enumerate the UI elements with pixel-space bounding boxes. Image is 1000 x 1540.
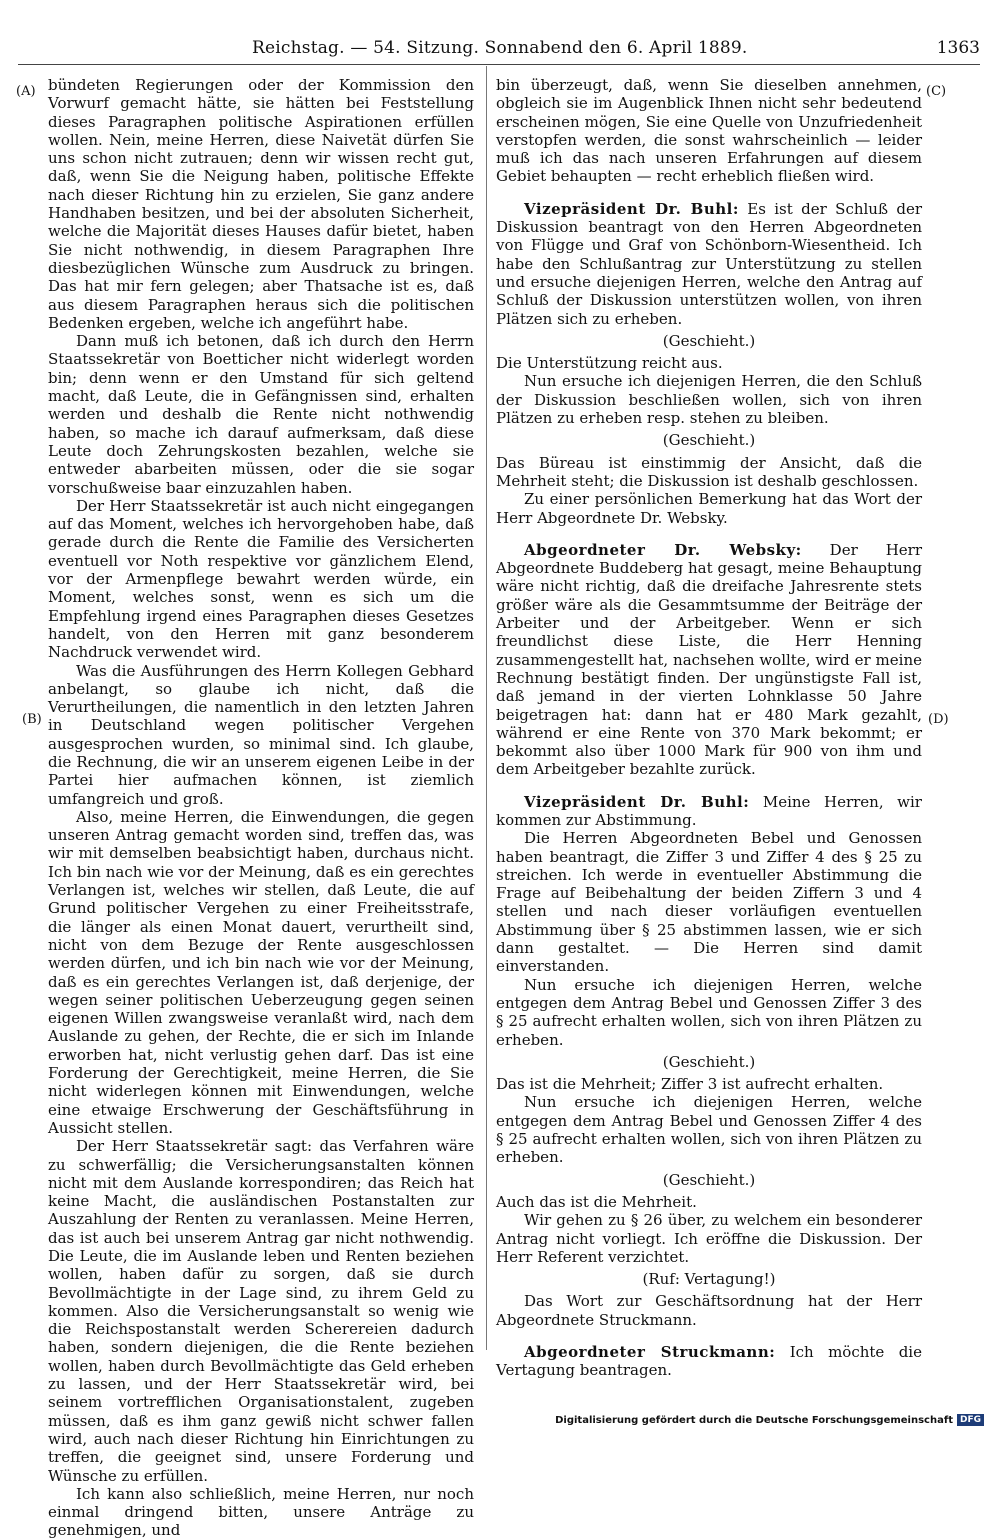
paragraph: Das ist die Mehrheit; Ziffer 3 ist aufrecht erhalten. (496, 1075, 884, 1094)
paragraph: bündeten Regierungen oder der Kommission den Vorwurf gemacht hätte, sie hätten bei Feststellung dieses Paragraphen politische Aspirationen erfüllen wollen. Nein, meine Herren, diese Naivetät dürfen Sie uns schon nicht zutrauen; denn wir wissen recht gut, daß, wenn Sie die Neigung haben, politische Effekte nach dieser Richtung hin zu erzielen, Sie ganz andere Handhaben besitzen, und bei der absoluten Sicherheit, welche die Majorität dieses Hauses dafür bietet, haben Sie nicht nothwendig, in diesem Paragraphen Ihre diesbezüglichen Wünsche zum Ausdruck zu bringen. Das hat mir fern gelegen; aber Thatsache ist es, daß aus diesem Paragraphen heraus sich die politischen Bedenken ergeben, welche ich angeführt habe. (48, 76, 474, 332)
stage-direction: (Geschieht.) (662, 1170, 756, 1189)
header-rule (18, 64, 980, 65)
column-divider (486, 66, 487, 1350)
paragraph: Zu einer persönlichen Bemerkung hat das Wort der Herr Abgeordnete Dr. Websky. (496, 490, 922, 527)
page-number: 1363 (936, 38, 980, 58)
speech-text: Meine Herren, wir kommen zur Abstimmung. (496, 792, 922, 829)
paragraph: Der Herr Staatssekretär ist auch nicht eingegangen auf das Moment, welches ich hervorgehoben habe, daß gerade durch die Rente die Familie des Versicherten eventuell vor Noth respektive vor gänzlichem Elend, vor der Armenpflege bewahrt werden würde, ein Moment, welches sonst, wenn es sich um die Empfehlung irgend eines Paragraphen dieses Gesetzes handelt, von den Herren mit ganz besonderem Nachdruck verwendet wird. (48, 496, 474, 662)
paragraph: Auch das ist die Mehrheit. (496, 1192, 697, 1211)
paragraph: Nun ersuche ich diejenigen Herren, die den Schluß der Diskussion beschließen wollen, sich von ihren Plätzen zu erheben resp. stehen zu bleiben. (496, 372, 922, 428)
speech-paragraph (496, 541, 922, 779)
paragraph: Also, meine Herren, die Einwendungen, die gegen unseren Antrag gemacht worden sind, treffen das, was wir mit demselben beabsichtigt haben, durchaus nicht. Ich bin nach wie vor der Meinung, daß es ein gerechtes Verlangen ist, welches wir stellen, daß Leute, die auf Grund politischer Vergehen zu einer Freiheitsstrafe, die länger als einen Monat dauert, verurtheilt sind, nicht von dem Bezuge der Rente ausgeschlossen werden dürfen, und ich bin nach wie vor der Meinung, daß es ein gerechtes Verlangen ist, daß derjenige, der wegen seiner politischen Ueberzeugung gegen seinen eigenen Willen zwangsweise veranlaßt wird, nach dem Auslande zu gehen, der Rechte, die er sich im Inlande erworben hat, nicht verlustig gehen darf. Das ist eine Forderung der Gerechtigkeit, meine Herren, die Sie nicht widerlegen können mit Einwendungen, welche eine etwaige Erschwerung der Geschäftsführung in Aussicht stellen. (48, 807, 474, 1137)
speaker-name: Vizepräsident Dr. Buhl: (524, 792, 750, 811)
right-column (496, 76, 922, 1380)
footer-credit (555, 1412, 984, 1428)
margin-marker-c: (C) (926, 84, 947, 99)
speech-text: Der Herr Abgeordnete Buddeberg hat gesagt, meine Behauptung wäre nicht richtig, daß die dreifache Jahresrente stets größer wäre als die Gesammtsumme der Beiträge der Arbeiter und der Arbeitgeber. Wenn er sich freundlichst diese Liste, die Herr Henning zusammengestellt hat, nachsehen wollte, wird er meine Rechnung bestätigt finden. Der ungünstigste Fall ist, daß jemand in der vierten Lohnklasse 50 Jahre beigetragen hat: dann hat er 480 Mark gezahlt, während er eine Rente von 370 Mark bekommt; er bekommt also über 1000 Mark für 900 von ihm und dem Arbeitgeber bezahlte zurück. (496, 540, 922, 779)
speaker-name: Abgeordneter Struckmann: (524, 1343, 776, 1361)
margin-marker-a: (A) (16, 84, 36, 99)
paragraph: Die Unterstützung reicht aus. (496, 354, 723, 373)
page-title: Reichstag. — 54. Sitzung. Sonnabend den 6. April 1889. (252, 38, 748, 58)
page-header (0, 38, 1000, 62)
dfg-logo: DFG (957, 1414, 984, 1426)
left-column (48, 76, 474, 1540)
margin-marker-d: (D) (928, 712, 949, 727)
paragraph: Nun ersuche ich diejenigen Herren, welche entgegen dem Antrag Bebel und Genossen Ziffer 4 des § 25 aufrecht erhalten wollen, sich von ihren Plätzen zu erheben. (496, 1093, 922, 1167)
footer-text: Digitalisierung gefördert durch die Deutsche Forschungsgemeinschaft (555, 1414, 953, 1426)
stage-direction: (Geschieht.) (662, 1052, 756, 1071)
stage-direction: (Geschieht.) (662, 331, 756, 350)
speaker-name: Abgeordneter Dr. Websky: (524, 540, 802, 559)
paragraph: Der Herr Staatssekretär sagt: das Verfahren wäre zu schwerfällig; die Versicherungsanstalten können nicht mit dem Auslande korrespondiren; das Reich hat keine Macht, die ausländischen Postanstalten zur Auszahlung der Renten zu veranlassen. Meine Herren, das ist auch bei unserem Antrag gar nicht nothwendig. Die Leute, die im Auslande leben und Renten beziehen wollen, haben dafür zu sorgen, daß sie durch Bevollmächtigte in der Lage sind, zu ihrem Geld zu kommen. Also die Versicherungsanstalt so wenig wie die Reichspostanstalt werden Scherereien dadurch haben, sondern diejenigen, die die Rente beziehen wollen, haben durch Bevollmächtigte das Geld erheben zu lassen, und der Herr Staatssekretär wird, bei seinem vortrefflichen Organisationstalent, zugeben müssen, daß es ihm ganz gewiß nicht schwer fallen wird, auch nach dieser Richtung hin Einrichtungen zu treffen, die geeignet sind, unsere Forderung und Wünsche zu erfüllen. (48, 1137, 474, 1485)
paragraph: Nun ersuche ich diejenigen Herren, welche entgegen dem Antrag Bebel und Genossen Ziffer 3 des § 25 aufrecht erhalten wollen, sich von ihren Plätzen zu erheben. (496, 975, 922, 1049)
speaker-name: Vizepräsident Dr. Buhl: (524, 199, 739, 218)
paragraph: Das Büreau ist einstimmig der Ansicht, daß die Mehrheit steht; die Diskussion ist deshalb geschlossen. (496, 453, 922, 490)
margin-marker-b: (B) (22, 712, 42, 727)
paragraph: Wir gehen zu § 26 über, zu welchem ein besonderer Antrag nicht vorliegt. Ich eröffne die Diskussion. Der Herr Referent verzichtet. (496, 1211, 922, 1266)
paragraph: Was die Ausführungen des Herrn Kollegen Gebhard anbelangt, so glaube ich nicht, daß die Verurtheilungen, die namentlich in den letzten Jahren in Deutschland wegen politischer Vergehen ausgesprochen wurden, so minimal sind. Ich glaube, die Rechnung, die wir an unserem eigenen Leibe in der Partei hier aufmachen können, ist ziemlich umfangreich und groß. (48, 661, 474, 808)
speech-paragraph (496, 793, 922, 830)
paragraph: Das Wort zur Geschäftsordnung hat der Herr Abgeordnete Struckmann. (496, 1292, 922, 1329)
stage-direction: (Geschieht.) (662, 431, 756, 450)
speech-paragraph (496, 200, 922, 328)
speech-text: Ich möchte die Vertagung beantragen. (496, 1343, 922, 1380)
paragraph: Ich kann also schließlich, meine Herren, nur noch einmal dringend bitten, unsere Anträge zu genehmigen, und (48, 1484, 474, 1540)
paragraph: Die Herren Abgeordneten Bebel und Genossen haben beantragt, die Ziffer 3 und Ziffer 4 des § 25 zu streichen. Ich werde in eventueller Abstimmung die Frage auf Beibehaltung der beiden Ziffern 3 und 4 stellen und nach dieser vorläufigen eventuellen Abstimmung über § 25 abstimmen lassen, wie er sich dann gestaltet. — Die Herren sind damit einverstanden. (496, 829, 922, 976)
speech-paragraph (496, 1343, 922, 1380)
stage-direction: (Ruf: Vertagung!) (642, 1270, 776, 1289)
paragraph: Dann muß ich betonen, daß ich durch den Herrn Staatssekretär von Boetticher nicht widerlegt worden bin; denn wenn er den Umstand für sich geltend macht, daß Leute, die in Gefängnissen sind, erhalten werden und deshalb die Rente nicht nothwendig haben, so mache ich darauf aufmerksam, daß diese Leute doch Zehrungskosten bezahlen, welche sie entweder abarbeiten müssen, oder die sie sogar vorschußweise baar einzuzahlen haben. (48, 332, 474, 497)
paragraph: bin überzeugt, daß, wenn Sie dieselben annehmen, obgleich sie im Augenblick Ihnen nicht sehr bedeutend erscheinen mögen, Sie eine Quelle von Unzufriedenheit verstopfen werden, die sonst wahrscheinlich — leider muß ich das nach unseren Erfahrungen auf diesem Gebiet behaupten — recht erheblich fließen wird. (496, 76, 922, 186)
speech-text: Es ist der Schluß der Diskussion beantragt von den Herren Abgeordneten von Flügge und Graf von Schönborn-Wiesentheid. Ich habe den Schlußantrag zur Unterstützung zu stellen und ersuche diejenigen Herren, welche den Antrag auf Schluß der Diskussion unterstützen wollen, von ihren Plätzen sich zu erheben. (496, 199, 922, 328)
